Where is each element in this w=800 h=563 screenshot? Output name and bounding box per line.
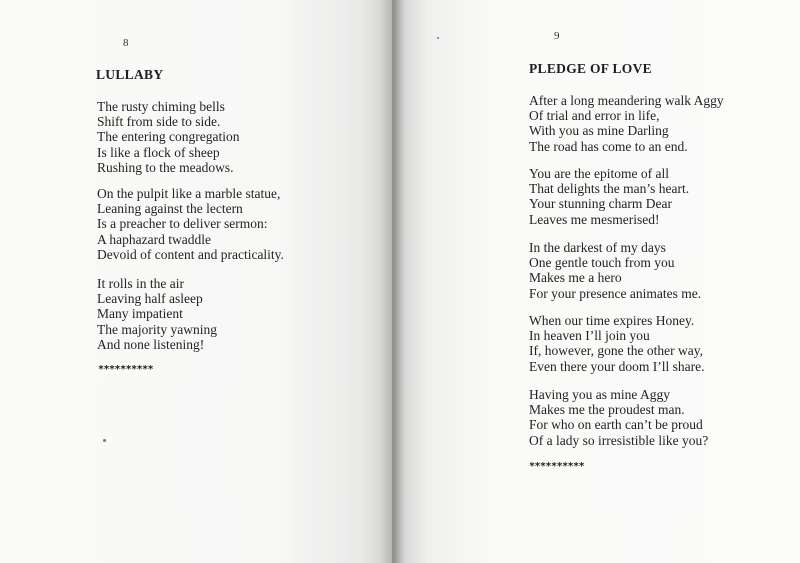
poem-line: Is like a flock of sheep xyxy=(97,144,220,160)
poem-line: If, however, gone the other way, xyxy=(529,343,704,359)
poem-line: Your stunning charm Dear xyxy=(529,196,672,212)
page-number-left: 8 xyxy=(123,37,129,49)
poem-line: It rolls in the air xyxy=(97,276,184,291)
poem-line: Makes me a hero xyxy=(529,270,622,286)
pledge-stanza-3 xyxy=(529,240,701,301)
poem-line: You are the epitome of all xyxy=(529,166,669,181)
poem-line: Many impatient xyxy=(97,306,183,322)
poem-line: Shift from side to side. xyxy=(97,114,221,130)
poem-line: Is a preacher to deliver sermon: xyxy=(97,216,268,232)
poem-line: Of a lady so irresistible like you? xyxy=(529,432,709,448)
poem-line: Leaning against the lectern xyxy=(97,201,243,217)
pledge-stanza-4 xyxy=(529,313,704,374)
poem-line: The entering congregation xyxy=(97,129,240,145)
pledge-stanza-1 xyxy=(529,93,724,154)
book-gutter xyxy=(380,0,406,563)
poem-line: For your presence animates me. xyxy=(529,285,702,301)
poem-end-separator: ********** xyxy=(98,364,154,375)
poem-line: In heaven I’ll join you xyxy=(529,328,650,344)
poem-title-pledge-of-love: PLEDGE OF LOVE xyxy=(529,61,652,76)
poem-line: Having you as mine Aggy xyxy=(529,387,670,402)
poem-line: That delights the man’s heart. xyxy=(529,181,690,197)
poem-line: Leaving half asleep xyxy=(97,291,203,307)
poem-title-lullaby: LULLABY xyxy=(96,67,164,82)
poem-line: One gentle touch from you xyxy=(529,255,675,271)
lullaby-stanza-3 xyxy=(97,276,217,352)
poem-line: And none listening! xyxy=(97,336,205,352)
poem-line: The rusty chiming bells xyxy=(97,99,225,114)
pledge-stanza-2 xyxy=(529,166,689,227)
page-number-right: 9 xyxy=(554,30,560,42)
pledge-stanza-5 xyxy=(529,387,708,448)
poem-line: When our time expires Honey. xyxy=(529,313,695,328)
poem-line: The majority yawning xyxy=(97,321,217,337)
poem-line: On the pulpit like a marble statue, xyxy=(97,186,281,201)
poem-line: After a long meandering walk Aggy xyxy=(529,93,724,108)
poem-line: Leaves me mesmerised! xyxy=(529,211,660,227)
paper-speck xyxy=(103,439,106,442)
poem-line: For who on earth can’t be proud xyxy=(529,417,703,433)
poem-line: A haphazard twaddle xyxy=(97,231,211,247)
poem-line: In the darkest of my days xyxy=(529,240,666,255)
poem-line: The road has come to an end. xyxy=(529,138,688,154)
paper-speck xyxy=(437,37,439,39)
poem-end-separator: ********** xyxy=(529,461,585,472)
poem-line: With you as mine Darling xyxy=(529,123,669,139)
lullaby-stanza-1 xyxy=(97,99,239,175)
poem-line: Makes me the proudest man. xyxy=(529,402,685,418)
poem-line: Of trial and error in life, xyxy=(529,108,660,124)
poem-line: Rushing to the meadows. xyxy=(97,159,234,175)
poem-line: Devoid of content and practicality. xyxy=(97,246,284,262)
poem-line: Even there your doom I’ll share. xyxy=(529,358,705,374)
lullaby-stanza-2 xyxy=(97,186,284,262)
